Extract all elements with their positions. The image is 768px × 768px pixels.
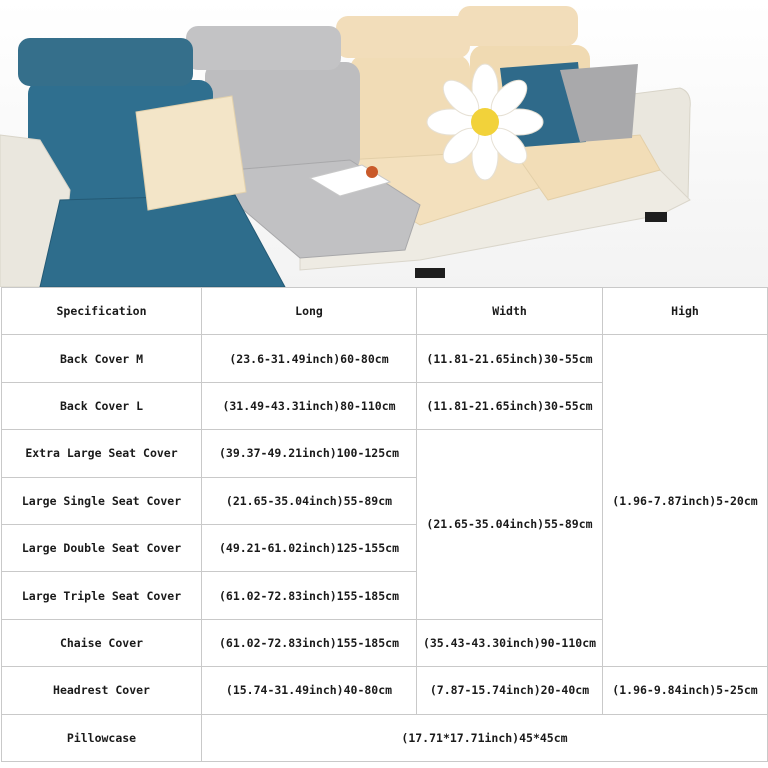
high-merged-cell: (1.96-7.87inch)5-20cm — [603, 335, 768, 667]
width-cell: (11.81-21.65inch)30-55cm — [417, 382, 603, 429]
size-specification-table — [1, 287, 768, 762]
teal-headrest — [18, 38, 193, 86]
table-row — [2, 714, 768, 761]
spec-cell: Large Single Seat Cover — [2, 477, 202, 524]
header-width: Width — [417, 288, 603, 335]
cup — [366, 166, 378, 178]
cream-headrest-1 — [336, 16, 470, 58]
spec-cell: Pillowcase — [2, 714, 202, 761]
cream-headrest-2 — [458, 6, 578, 46]
long-cell: (61.02-72.83inch)155-185cm — [202, 619, 417, 666]
long-cell: (21.65-35.04inch)55-89cm — [202, 477, 417, 524]
table-header-row — [2, 288, 768, 335]
seat-width-merged-cell: (21.65-35.04inch)55-89cm — [417, 430, 603, 620]
cream-pillow — [136, 96, 246, 210]
sofa-product-photo — [0, 0, 768, 287]
long-cell: (31.49-43.31inch)80-110cm — [202, 382, 417, 429]
header-high: High — [603, 288, 768, 335]
high-cell: (1.96-9.84inch)5-25cm — [603, 667, 768, 714]
spec-cell: Chaise Cover — [2, 619, 202, 666]
spec-cell: Back Cover M — [2, 335, 202, 382]
sofa-leg — [645, 212, 667, 222]
spec-cell: Large Double Seat Cover — [2, 524, 202, 571]
header-specification: Specification — [2, 288, 202, 335]
long-cell: (49.21-61.02inch)125-155cm — [202, 524, 417, 571]
pillowcase-size-cell: (17.71*17.71inch)45*45cm — [202, 714, 768, 761]
spec-cell: Extra Large Seat Cover — [2, 430, 202, 477]
long-cell: (61.02-72.83inch)155-185cm — [202, 572, 417, 619]
long-cell: (23.6-31.49inch)60-80cm — [202, 335, 417, 382]
width-cell: (7.87-15.74inch)20-40cm — [417, 667, 603, 714]
gray-headrest — [186, 26, 341, 70]
table-row — [2, 335, 768, 382]
spec-cell: Back Cover L — [2, 382, 202, 429]
spec-cell: Large Triple Seat Cover — [2, 572, 202, 619]
width-cell: (35.43-43.30inch)90-110cm — [417, 619, 603, 666]
table-row — [2, 667, 768, 714]
width-cell: (11.81-21.65inch)30-55cm — [417, 335, 603, 382]
header-long: Long — [202, 288, 417, 335]
long-cell: (15.74-31.49inch)40-80cm — [202, 667, 417, 714]
spec-cell: Headrest Cover — [2, 667, 202, 714]
sofa-leg — [415, 268, 445, 278]
long-cell: (39.37-49.21inch)100-125cm — [202, 430, 417, 477]
